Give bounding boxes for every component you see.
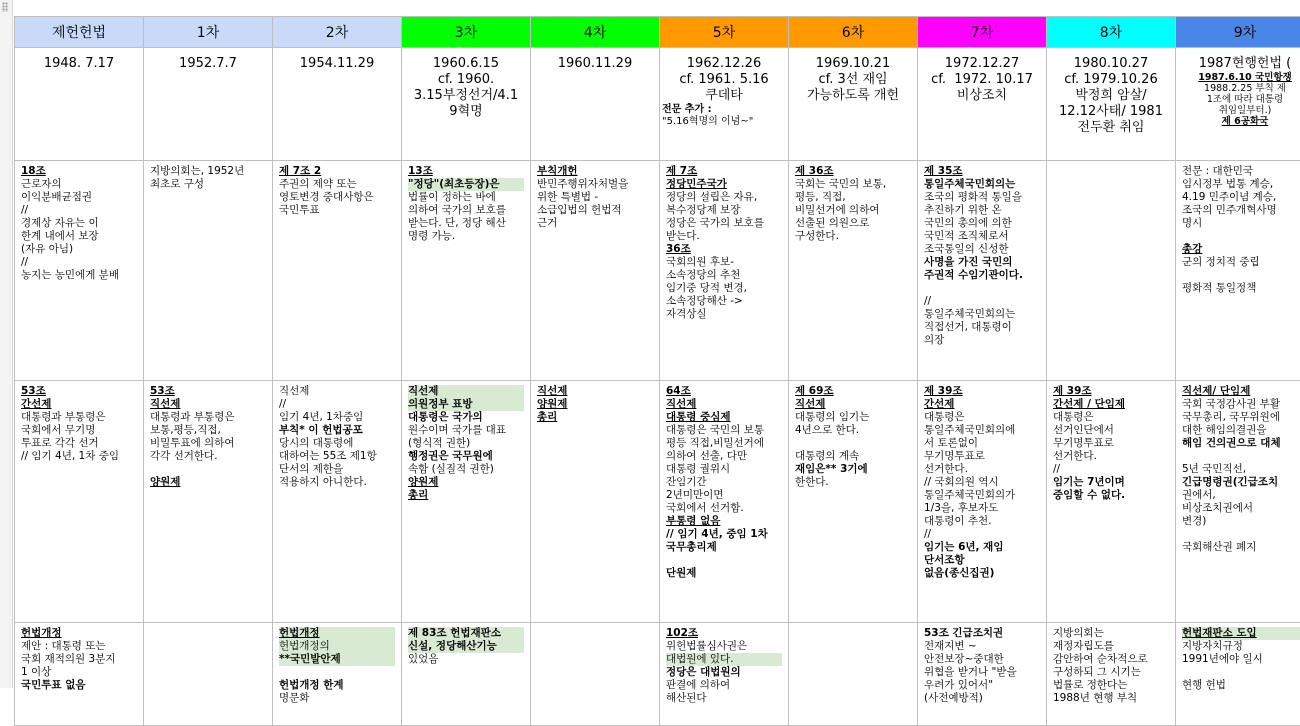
date-text: cf. 1979.10.26	[1049, 72, 1173, 88]
cell-line: 해산된다	[666, 692, 782, 705]
cell-line: //	[21, 204, 137, 217]
date-cell[interactable]	[15, 48, 144, 161]
content-cell[interactable]	[1047, 161, 1176, 381]
cell-line: 정당은 국가의 보호를	[666, 217, 782, 230]
cell-line: 해임 건의권으로 대체	[1182, 437, 1300, 450]
content-cell[interactable]	[531, 623, 660, 726]
cell-line	[1182, 666, 1300, 679]
cell-line: 위헌법률심사권은	[666, 640, 782, 653]
cell-line: 한한다.	[795, 476, 911, 489]
cell-line: 명시	[1182, 217, 1300, 230]
cell-line: 2년미만이면	[666, 489, 782, 502]
cell-line: 국회 재적의원 3분지	[21, 653, 137, 666]
cell-line: 대통령과 부통령은	[150, 411, 266, 424]
cell-line: 국회는 국민의 보통,	[795, 178, 911, 191]
cell-line: 소속정당해산 ->	[666, 295, 782, 308]
cell-line	[279, 666, 395, 679]
cell-line: 지방자치규정	[1182, 640, 1300, 653]
cell-line: 국회 국정감사권 부활	[1182, 398, 1300, 411]
cell-line: 제 39조	[1053, 385, 1169, 398]
cell-line: 1991년에야 일시	[1182, 653, 1300, 666]
cell-line: 총리	[408, 489, 524, 502]
cell-line: // 임기 4년, 중임 1차	[666, 528, 782, 541]
cell-line: 긴급명령권(긴급조치	[1182, 476, 1300, 489]
cell-line: 무기명투표로	[1053, 437, 1169, 450]
cell-line: 1988년 현행 부칙	[1053, 692, 1169, 705]
content-cell[interactable]	[402, 161, 531, 381]
cell-line: 총강	[1182, 243, 1300, 256]
header-cell[interactable]	[15, 17, 144, 48]
cell-line: "정당"(최초등장)은	[408, 178, 524, 191]
cell-line: 부통령 없음	[666, 515, 782, 528]
cell-line: 평등 직접,비밀선거에	[666, 437, 782, 450]
cell-line	[1182, 528, 1300, 541]
header-cell[interactable]	[789, 17, 918, 48]
date-cell[interactable]	[1047, 48, 1176, 161]
date-cell[interactable]	[531, 48, 660, 161]
cell-line: 반민주행위자처벌을	[537, 178, 653, 191]
cell-line: 국무총리, 국무위원에	[1182, 411, 1300, 424]
content-cell[interactable]	[789, 161, 918, 381]
content-cell[interactable]	[15, 381, 144, 623]
content-cell[interactable]	[402, 623, 531, 726]
date-text: 1960.6.15	[404, 56, 528, 72]
cell-line: 직선제	[666, 398, 782, 411]
cell-line: 제 35조	[924, 165, 1040, 178]
cell-line: 원수이며 국가를 대표	[408, 424, 524, 437]
cell-line: 명령 가능.	[408, 230, 524, 243]
cell-line: 대통령 중심제	[666, 411, 782, 424]
header-label: 4차	[584, 25, 606, 41]
cell-line: 단서조항	[924, 554, 1040, 567]
cell-line: //	[1053, 463, 1169, 476]
date-text: cf. 1972. 10.17	[920, 72, 1044, 88]
cell-line: 무기명투표로	[924, 450, 1040, 463]
cell-line: 제안 : 대통령 또는	[21, 640, 137, 653]
cell-line: 헌법재판소 도입	[1182, 627, 1300, 640]
cell-line: 통일주체국민회의에	[924, 424, 1040, 437]
section-row-3	[15, 623, 1300, 726]
cell-line: 의원정부 표방	[408, 398, 524, 411]
date-text: 12.12사태/ 1981	[1049, 104, 1173, 120]
content-cell[interactable]	[789, 381, 918, 623]
cell-line: 직선제	[537, 385, 653, 398]
cell-line: 사명을 가진 국민의	[924, 256, 1040, 269]
content-cell[interactable]	[660, 623, 789, 726]
cell-line	[795, 437, 911, 450]
cell-line: //	[21, 256, 137, 269]
cell-line: 제 7조	[666, 165, 782, 178]
cell-line: 법률이 정하는 바에	[408, 191, 524, 204]
cell-line: 단원제	[666, 567, 782, 580]
cell-line: 대통령 궐위시	[666, 463, 782, 476]
cell-line: 대통령의 임기는	[795, 411, 911, 424]
date-note: 1조에 따라 대통령	[1178, 94, 1300, 105]
cell-line: 재정자립도를	[1053, 640, 1169, 653]
cell-line: 단서의 제한을	[279, 463, 395, 476]
date-cell[interactable]	[273, 48, 402, 161]
cell-line: 대통령의 계속	[795, 450, 911, 463]
cell-line: //	[279, 398, 395, 411]
cell-line: 국무총리제	[666, 541, 782, 554]
cell-line: 구성하되 그 시기는	[1053, 666, 1169, 679]
cell-line: 국민투표 없음	[21, 679, 137, 692]
cell-line: 각각 선거한다.	[150, 450, 266, 463]
cell-line: 비밀투표에 의하여	[150, 437, 266, 450]
cell-line: 주권적 수임기관이다.	[924, 269, 1040, 282]
header-cell[interactable]	[531, 17, 660, 48]
cell-line: 선거인단에서	[1053, 424, 1169, 437]
cell-line: 4.19 민주이념 계승,	[1182, 191, 1300, 204]
header-label: 8차	[1100, 25, 1122, 41]
header-cell[interactable]	[273, 17, 402, 48]
content-cell[interactable]	[273, 381, 402, 623]
cell-line: 국회에서 선거함.	[666, 502, 782, 515]
cell-line: 조국의 평화적 통일을	[924, 191, 1040, 204]
date-note: "5.16혁명의 이념~"	[662, 116, 786, 128]
header-label: 9차	[1234, 25, 1256, 41]
cell-line: 64조	[666, 385, 782, 398]
header-label: 6차	[842, 25, 864, 41]
date-cell[interactable]	[1176, 48, 1300, 161]
content-cell[interactable]	[1047, 381, 1176, 623]
cell-line: 36조	[666, 243, 782, 256]
cell-line: 정당의 설립은 자유,	[666, 191, 782, 204]
cell-line: 헌법개정 한계	[279, 679, 395, 692]
cell-line: 당시의 대통령에	[279, 437, 395, 450]
content-cell[interactable]	[918, 161, 1047, 381]
header-cell[interactable]	[1176, 17, 1300, 48]
cell-line: 위한 특별법 -	[537, 191, 653, 204]
section-row-1	[15, 161, 1300, 381]
cell-line: 신설, 정당해산기능	[408, 640, 524, 653]
date-text: 3.15부정선거/4.1	[404, 88, 528, 104]
cell-line: 최초로 구성	[150, 178, 266, 191]
cell-line: 선출된 의원으로	[795, 217, 911, 230]
cell-line: 소급입법의 헌법적	[537, 204, 653, 217]
cell-line: 이익분배균점권	[21, 191, 137, 204]
content-cell[interactable]	[660, 381, 789, 623]
cell-line: 임기는 7년이며	[1053, 476, 1169, 489]
cell-line: 구성한다.	[795, 230, 911, 243]
cell-line: 비상조치권에서	[1182, 502, 1300, 515]
header-label: 제헌헌법	[52, 25, 106, 41]
constitution-table	[14, 16, 1300, 726]
cell-line: 18조	[21, 165, 137, 178]
header-cell[interactable]	[918, 17, 1047, 48]
cell-line: 제 7조 2	[279, 165, 395, 178]
cell-line: 임시정부 법통 계승,	[1182, 178, 1300, 191]
cell-line: 직접선거, 대통령이	[924, 321, 1040, 334]
content-cell[interactable]	[144, 623, 273, 726]
content-cell[interactable]	[918, 381, 1047, 623]
cell-line: 주권의 제약 또는	[279, 178, 395, 191]
cell-line: 1 이상	[21, 666, 137, 679]
cell-line: 임기 4년, 1차중임	[279, 411, 395, 424]
cell-line: 없음(종신집권)	[924, 567, 1040, 580]
content-cell[interactable]	[144, 381, 273, 623]
cell-line: 평등, 직접,	[795, 191, 911, 204]
date-text: 1980.10.27	[1049, 56, 1173, 72]
cell-line: 전재지변 ~	[924, 640, 1040, 653]
content-cell[interactable]	[918, 623, 1047, 726]
cell-line: 정당은 대법원의	[666, 666, 782, 679]
cell-line: 정당민주국가	[666, 178, 782, 191]
cell-line: 통일주체국민회의는	[924, 178, 1040, 191]
cell-line: 국회에서 무기명	[21, 424, 137, 437]
date-text: cf. 1961. 5.16	[662, 72, 786, 88]
cell-line: 13조	[408, 165, 524, 178]
cell-line: 53조	[21, 385, 137, 398]
date-text: 쿠데타	[662, 88, 786, 104]
cell-line: 전문 : 대한민국	[1182, 165, 1300, 178]
cell-line	[1182, 230, 1300, 243]
header-label: 7차	[971, 25, 993, 41]
content-cell[interactable]	[1176, 381, 1300, 623]
cell-line: 직선제	[150, 398, 266, 411]
cell-line: 받는다. 단, 정당 해산	[408, 217, 524, 230]
cell-line: 있었음	[408, 653, 524, 666]
cell-line: 의하여 국가의 보호를	[408, 204, 524, 217]
header-cell[interactable]	[660, 17, 789, 48]
cell-line: 1/3을, 후보자도	[924, 502, 1040, 515]
date-row	[15, 48, 1300, 161]
date-cell[interactable]	[918, 48, 1047, 161]
cell-line: 선거한다.	[924, 463, 1040, 476]
cell-line: 제 69조	[795, 385, 911, 398]
date-cell[interactable]	[660, 48, 789, 161]
content-cell[interactable]	[273, 161, 402, 381]
cell-line: 서 토론없이	[924, 437, 1040, 450]
date-text: 9혁명	[404, 104, 528, 120]
header-cell[interactable]	[1047, 17, 1176, 48]
cell-line: 제 36조	[795, 165, 911, 178]
date-text: 1987현행헌법 (	[1178, 56, 1300, 72]
cell-line: 근거	[537, 217, 653, 230]
cell-line: 제 83조 헌법재판소	[408, 627, 524, 640]
header-label: 3차	[455, 25, 477, 41]
date-text: 박정희 암살/	[1049, 88, 1173, 104]
cell-line: 권에서,	[1182, 489, 1300, 502]
cell-line: 직선제	[408, 385, 524, 398]
cell-line: 대통령은	[924, 411, 1040, 424]
cell-line: 직선제	[795, 398, 911, 411]
cell-line: 4년으로 한다.	[795, 424, 911, 437]
cell-line: 통일주체국민회의가	[924, 489, 1040, 502]
cell-line: (자유 아님)	[21, 243, 137, 256]
cell-line: 재임은** 3기에	[795, 463, 911, 476]
date-text: 1962.12.26	[662, 56, 786, 72]
cell-line: **국민발안제	[279, 653, 395, 666]
cell-line: 투표로 각각 선거	[21, 437, 137, 450]
cell-line: 지방의회는, 1952년	[150, 165, 266, 178]
date-text: 1969.10.21	[791, 56, 915, 72]
cell-line	[924, 282, 1040, 295]
date-cell[interactable]	[402, 48, 531, 161]
cell-line: //	[924, 528, 1040, 541]
cell-line: 헌법개정	[279, 627, 395, 640]
header-cell[interactable]	[144, 17, 273, 48]
date-text: 1954.11.29	[275, 56, 399, 72]
cell-line: 헌법개정의	[279, 640, 395, 653]
date-note: 전문 추가 :	[662, 104, 786, 116]
cell-line: 농지는 농민에게 분배	[21, 269, 137, 282]
content-cell[interactable]	[531, 381, 660, 623]
cell-line: 중임할 수 없다.	[1053, 489, 1169, 502]
cell-line: 평화적 통일정책	[1182, 282, 1300, 295]
cell-line: 근로자의	[21, 178, 137, 191]
date-text: cf. 3선 재임	[791, 72, 915, 88]
cell-line: 비밀선거에 의하여	[795, 204, 911, 217]
cell-line: 국민의 총의에 의한	[924, 217, 1040, 230]
cell-line: 군의 정치적 중립	[1182, 256, 1300, 269]
cell-line: 경제상 자유는 이	[21, 217, 137, 230]
cell-line: 대통령은	[1053, 411, 1169, 424]
cell-line: 간선제 / 단임제	[1053, 398, 1169, 411]
cell-line: 부칙* 이 헌법공포	[279, 424, 395, 437]
cell-line: (형식적 권한)	[408, 437, 524, 450]
cell-line: 법률로 정한다는	[1053, 679, 1169, 692]
cell-line: 복수정당제 보장	[666, 204, 782, 217]
date-text: 1972.12.27	[920, 56, 1044, 72]
content-cell[interactable]	[402, 381, 531, 623]
cell-line: 소속정당의 추천	[666, 269, 782, 282]
date-note: 제 6공화국	[1178, 116, 1300, 127]
header-label: 1차	[197, 25, 219, 41]
cell-line: 직선제/ 단임제	[1182, 385, 1300, 398]
cell-line: 우려가 있어서"	[924, 679, 1040, 692]
header-label: 2차	[326, 25, 348, 41]
date-cell[interactable]	[144, 48, 273, 161]
cell-line: 제 39조	[924, 385, 1040, 398]
cell-line: 의장	[924, 334, 1040, 347]
date-text: cf. 1960.	[404, 72, 528, 88]
cell-line: 잔임기간	[666, 476, 782, 489]
cell-line: 위협을 받거나 "받을	[924, 666, 1040, 679]
cell-line: 지방의회는	[1053, 627, 1169, 640]
cell-line: //	[924, 295, 1040, 308]
cell-line: 명문화	[279, 692, 395, 705]
date-text: 비상조치	[920, 88, 1044, 104]
content-cell[interactable]	[1047, 623, 1176, 726]
cell-line: 대한 해임의결권을	[1182, 424, 1300, 437]
content-cell[interactable]	[1176, 623, 1300, 726]
cell-line: (사전예방적)	[924, 692, 1040, 705]
cell-line: 대통령은 국가의	[408, 411, 524, 424]
cell-line: 추진하기 위한 온	[924, 204, 1040, 217]
content-cell[interactable]	[15, 161, 144, 381]
cell-line: 한계 내에서 보장	[21, 230, 137, 243]
date-text: 1952.7.7	[146, 56, 270, 72]
cell-line: 53조 긴급조치권	[924, 627, 1040, 640]
header-label: 5차	[713, 25, 735, 41]
cell-line: 통일주체국민회의는	[924, 308, 1040, 321]
cell-line: 국민적 조직체로서	[924, 230, 1040, 243]
cell-line: 국민투표	[279, 204, 395, 217]
cell-line: 간선제	[924, 398, 1040, 411]
cell-line: 부칙개헌	[537, 165, 653, 178]
date-note: 1988.2.25 부칙 제	[1178, 83, 1300, 94]
cell-line: // 국회의원 역시	[924, 476, 1040, 489]
date-text: 1960.11.29	[533, 56, 657, 72]
header-cell[interactable]	[402, 17, 531, 48]
drag-handle-icon[interactable]	[2, 2, 8, 12]
cell-line: 대통령과 부통령은	[21, 411, 137, 424]
content-cell[interactable]	[531, 161, 660, 381]
cell-line: 영토변경 중대사항은	[279, 191, 395, 204]
cell-line: 국회해산권 폐지	[1182, 541, 1300, 554]
cell-line: 대통령이 추천.	[924, 515, 1040, 528]
cell-line: 현행 헌법	[1182, 679, 1300, 692]
date-text: 1948. 7.17	[17, 56, 141, 72]
cell-line	[1182, 269, 1300, 282]
cell-line: 대하여는 55조 제1항	[279, 450, 395, 463]
row-gutter	[0, 0, 13, 688]
cell-line: 양원제	[537, 398, 653, 411]
cell-line: 임기는 6년, 재임	[924, 541, 1040, 554]
cell-line: 헌법개정	[21, 627, 137, 640]
cell-line: 53조	[150, 385, 266, 398]
cell-line: 총리	[537, 411, 653, 424]
content-cell[interactable]	[1176, 161, 1300, 381]
cell-line: 국회의원 후보-	[666, 256, 782, 269]
content-cell[interactable]	[660, 161, 789, 381]
cell-line: 받는다.	[666, 230, 782, 243]
header-row	[15, 17, 1300, 48]
content-cell[interactable]	[15, 623, 144, 726]
cell-line: 적용하지 아니한다.	[279, 476, 395, 489]
cell-line: 조국통일의 신성한	[924, 243, 1040, 256]
cell-line	[1182, 450, 1300, 463]
date-note: 1987.6.10 국민항쟁	[1178, 72, 1300, 83]
cell-line: 양원제	[408, 476, 524, 489]
cell-line	[666, 554, 782, 567]
cell-line: 보통,평등,직접,	[150, 424, 266, 437]
cell-line: 대통령은 국민의 보통	[666, 424, 782, 437]
cell-line: 의하여 선출, 다만	[666, 450, 782, 463]
cell-line: 판결에 의하여	[666, 679, 782, 692]
cell-line: 간선제	[21, 398, 137, 411]
date-text: 가능하도록 개헌	[791, 88, 915, 104]
cell-line: 직선제	[279, 385, 395, 398]
cell-line: 임기중 당적 변경,	[666, 282, 782, 295]
date-cell[interactable]	[789, 48, 918, 161]
cell-line: // 임기 4년, 1차 중임	[21, 450, 137, 463]
section-row-2	[15, 381, 1300, 623]
date-note: 취임일부터.)	[1178, 105, 1300, 116]
cell-line: 안전보장~중대한	[924, 653, 1040, 666]
cell-line: 변경)	[1182, 515, 1300, 528]
cell-line: 대법원에 있다.	[666, 653, 782, 666]
content-cell[interactable]	[144, 161, 273, 381]
cell-line: 행정권은 국무원에	[408, 450, 524, 463]
cell-line: 선거한다.	[1053, 450, 1169, 463]
date-text: 전두환 취임	[1049, 120, 1173, 136]
cell-line: 자격상실	[666, 308, 782, 321]
cell-line: 102조	[666, 627, 782, 640]
content-cell[interactable]	[789, 623, 918, 726]
cell-line: 양원제	[150, 476, 266, 489]
cell-line: 5년 국민직선,	[1182, 463, 1300, 476]
cell-line: 감안하여 순차적으로	[1053, 653, 1169, 666]
cell-line: 속함 (실질적 권한)	[408, 463, 524, 476]
cell-line: 조국의 민주개혁사명	[1182, 204, 1300, 217]
content-cell[interactable]	[273, 623, 402, 726]
cell-line	[150, 463, 266, 476]
